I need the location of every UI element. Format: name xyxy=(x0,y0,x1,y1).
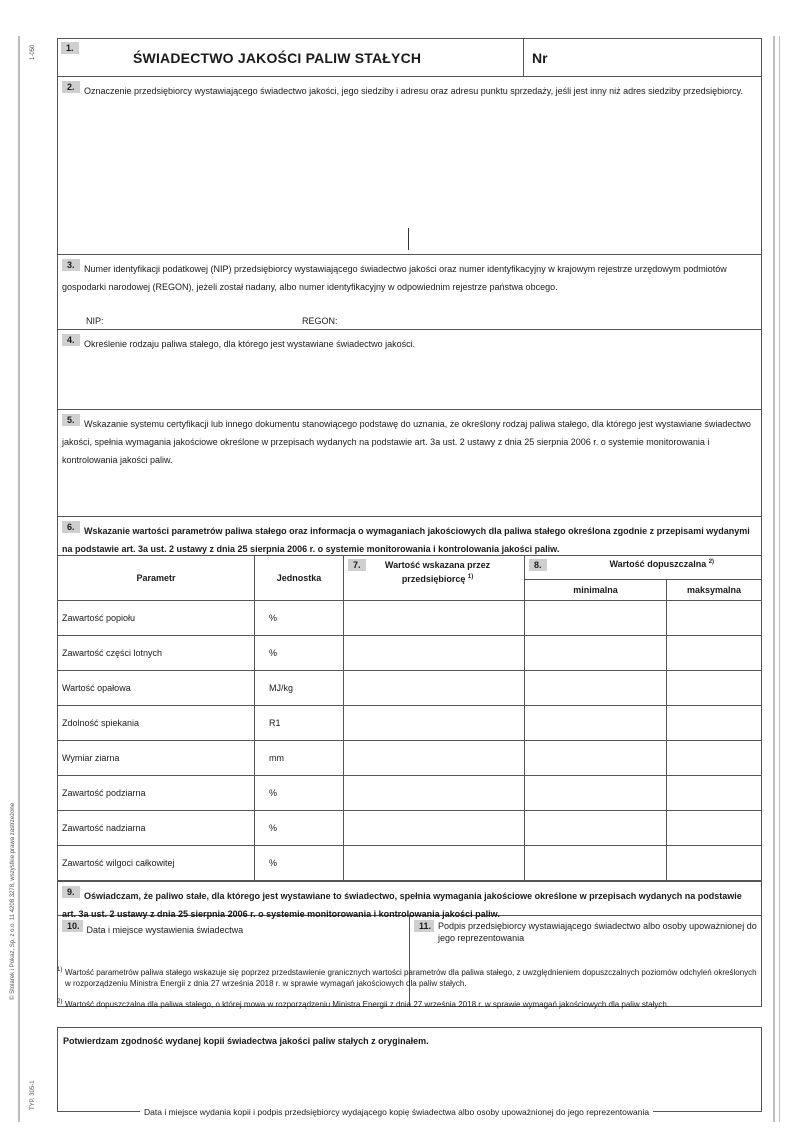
section-2-entrepreneur[interactable] xyxy=(58,77,761,255)
sidebar-publisher-text: © Stolarek i Pokaz, Sp. z o.o. 11 4208 3278, wszystkie prawa zastrzeżone xyxy=(10,802,16,1000)
value-min-cell[interactable] xyxy=(525,811,667,846)
parameter-unit: % xyxy=(255,601,344,636)
number-field[interactable] xyxy=(524,39,761,76)
table-header-row xyxy=(58,556,761,580)
table-row xyxy=(58,706,761,741)
section-number: 3. xyxy=(62,259,80,271)
value-declared-cell[interactable] xyxy=(344,811,525,846)
confirmation-signature-label: Data i miejsce wydania kopii i podpis przedsiębiorcy wydającego kopię świadectwa albo osoby upoważnionej do jego reprezentowania xyxy=(140,1107,653,1117)
parameter-name: Zawartość nadziarna xyxy=(58,811,255,846)
number-label: Nr xyxy=(532,49,548,66)
value-declared-cell[interactable] xyxy=(344,741,525,776)
parameter-name: Zawartość części lotnych xyxy=(58,636,255,671)
section-number: 7. xyxy=(348,559,366,571)
table-row xyxy=(58,846,761,881)
section-2-text: Oznaczenie przedsiębiorcy wystawiającego świadectwo jakości, jego siedziby i adresu oraz adresu punktu sprzedaży, jeśli jest inny niż adres siedziby przedsiębiorcy. xyxy=(84,86,743,96)
parameters-table xyxy=(58,556,761,881)
value-min-cell[interactable] xyxy=(525,671,667,706)
document-title: ŚWIADECTWO JAKOŚCI PALIW STAŁYCH xyxy=(133,49,422,66)
section-4-fuel-type[interactable] xyxy=(58,330,761,410)
parameter-name: Wartość opałowa xyxy=(58,671,255,706)
section-number: 8. xyxy=(529,559,547,571)
value-min-cell[interactable] xyxy=(525,776,667,811)
parameter-unit: % xyxy=(255,636,344,671)
footnote-1 xyxy=(57,967,762,989)
parameter-unit: % xyxy=(255,846,344,881)
header-col8-label: Wartość dopuszczalna xyxy=(609,559,707,569)
section-6-text: Wskazanie wartości parametrów paliwa stałego oraz informacja o wymaganiach jakościowych dla paliwa stałego określona zgodnie z przepisami wydanymi na podstawie art. 3a ust. 2 ustawy z dnia 25 sierpnia 2006 r. o systemie monitorowania i kontrolowania jakości paliw. xyxy=(62,526,750,554)
nip-field-label[interactable]: NIP: xyxy=(86,316,104,326)
parameter-name: Zawartość popiołu xyxy=(58,601,255,636)
section-1-header xyxy=(58,39,761,77)
section-10-11-row xyxy=(58,916,761,1006)
header-col8-footnote: 2) xyxy=(708,559,715,565)
value-declared-cell[interactable] xyxy=(344,706,525,741)
table-row xyxy=(58,671,761,706)
parameter-unit: MJ/kg xyxy=(255,671,344,706)
header-col8 xyxy=(525,556,762,580)
parameters-table-wrapper xyxy=(58,556,761,882)
right-edge-line-2 xyxy=(779,36,780,1122)
regon-field-label[interactable]: REGON: xyxy=(302,316,338,326)
header-col7-footnote: 1) xyxy=(467,574,474,580)
section-5-text: Wskazanie systemu certyfikacji lub innego dokumentu stanowiącego podstawę do uznania, że określony rodzaj paliwa stałego, dla którego jest wystawiane świadectwo jakości, spełnia wymagania jakościowe określone w przepisach wydanych na podstawie art. 3a ust. 2 ustawy z dnia 25 sierpnia 2006 r. o systemie monitorowania i kontrolowania jakości paliw. xyxy=(62,419,751,465)
right-edge-line xyxy=(773,36,775,1122)
value-max-cell[interactable] xyxy=(667,706,762,741)
value-max-cell[interactable] xyxy=(667,776,762,811)
header-col7 xyxy=(344,556,525,601)
section-number: 1. xyxy=(61,42,79,54)
section-9-text: Oświadczam, że paliwo stałe, dla którego jest wystawiane to świadectwo, spełnia wymagania jakościowe określone w przepisach wydanych na podstawie art. 3a ust. 2 ustawy z dnia 25 sierpnia 2006 r. o systemie monitorowania i kontrolowania jakości paliw. xyxy=(62,891,742,919)
value-min-cell[interactable] xyxy=(525,601,667,636)
section-6-parameters-intro xyxy=(58,517,761,556)
value-max-cell[interactable] xyxy=(667,811,762,846)
certificate-form xyxy=(57,38,762,1007)
section-number: 11. xyxy=(414,920,434,932)
signature-field[interactable] xyxy=(410,916,761,1006)
copy-confirmation-box[interactable] xyxy=(57,1027,762,1117)
value-min-cell[interactable] xyxy=(525,636,667,671)
section-3-text: Numer identyfikacji podatkowej (NIP) przedsiębiorcy wystawiającego świadectwo jakości oraz numer identyfikacyjny w krajowym rejestrze urzędowym podmiotów gospodarki narodowej (REGON), jeżeli został nadany, albo numer identyfikacyjny w odpowiednim rejestrze państwa obcego. xyxy=(62,264,727,292)
parameter-name: Wymiar ziarna xyxy=(58,741,255,776)
confirmation-title: Potwierdzam zgodność wydanej kopii świadectwa jakości paliw stałych z oryginałem. xyxy=(63,1036,429,1046)
value-max-cell[interactable] xyxy=(667,636,762,671)
value-min-cell[interactable] xyxy=(525,741,667,776)
section-4-text: Określenie rodzaju paliwa stałego, dla którego jest wystawiane świadectwo jakości. xyxy=(84,339,416,349)
parameter-unit: % xyxy=(255,811,344,846)
header-unit: Jednostka xyxy=(255,556,344,601)
section-number: 10. xyxy=(62,920,83,932)
parameter-name: Zawartość wilgoci całkowitej xyxy=(58,846,255,881)
value-min-cell[interactable] xyxy=(525,846,667,881)
section-number: 9. xyxy=(62,886,80,898)
sidebar-bottom-code: TYP. 305-1 xyxy=(30,1080,36,1110)
value-max-cell[interactable] xyxy=(667,846,762,881)
footnote-2 xyxy=(57,999,762,1010)
value-declared-cell[interactable] xyxy=(344,636,525,671)
section-3-nip-regon xyxy=(58,255,761,330)
field-divider-mark xyxy=(408,228,409,250)
title-cell xyxy=(58,39,524,76)
header-max: maksymalna xyxy=(667,580,762,601)
value-declared-cell[interactable] xyxy=(344,846,525,881)
value-declared-cell[interactable] xyxy=(344,671,525,706)
value-max-cell[interactable] xyxy=(667,671,762,706)
parameter-unit: % xyxy=(255,776,344,811)
section-10-text: Data i miejsce wystawienia świadectwa xyxy=(86,925,244,935)
value-declared-cell[interactable] xyxy=(344,601,525,636)
section-number: 6. xyxy=(62,521,80,533)
parameter-name: Zdolność spiekania xyxy=(58,706,255,741)
section-number: 2. xyxy=(62,81,80,93)
footnote-text: Wartość dopuszczalna dla paliwa stałego, o której mowa w rozporządzeniu Ministra Energii z dnia 27 września 2018 r. w sprawie wymagań jakościowych dla paliw stałych. xyxy=(65,1000,669,1009)
value-max-cell[interactable] xyxy=(667,741,762,776)
table-row xyxy=(58,741,761,776)
footnote-mark: 1) xyxy=(57,967,63,973)
parameter-unit: R1 xyxy=(255,706,344,741)
section-11-text: Podpis przedsiębiorcy wystawiającego świadectwo albo osoby upoważnionej do jego reprezentowania xyxy=(438,921,757,943)
section-number: 4. xyxy=(62,334,80,346)
header-parameter: Parametr xyxy=(58,556,255,601)
date-place-field[interactable] xyxy=(58,916,410,1006)
sidebar-top-code: 1-050 xyxy=(30,44,36,60)
value-declared-cell[interactable] xyxy=(344,776,525,811)
header-col7-label: Wartość wskazana przez przedsiębiorcę xyxy=(384,560,491,584)
value-min-cell[interactable] xyxy=(525,706,667,741)
left-edge-line xyxy=(18,36,20,1122)
header-min: minimalna xyxy=(525,580,667,601)
value-max-cell[interactable] xyxy=(667,601,762,636)
table-row xyxy=(58,776,761,811)
parameter-unit: mm xyxy=(255,741,344,776)
footnote-mark: 2) xyxy=(57,999,63,1005)
table-row xyxy=(58,811,761,846)
section-9-declaration xyxy=(58,882,761,919)
table-row xyxy=(58,601,761,636)
section-5-certification[interactable] xyxy=(58,410,761,517)
table-row xyxy=(58,636,761,671)
section-number: 5. xyxy=(62,414,80,426)
parameter-name: Zawartość podziarna xyxy=(58,776,255,811)
footnote-text: Wartość parametrów paliwa stałego wskazuje się poprzez przedstawienie granicznych wartości parametrów dla paliwa stałego, z uwzględnieniem dopuszczalnych poziomów odchyleń określonych w rozporządzeniu Ministra Energii z dnia 27 września 2018 r. w sprawie wymagań jakościowych dla paliw stałych. xyxy=(65,968,757,988)
